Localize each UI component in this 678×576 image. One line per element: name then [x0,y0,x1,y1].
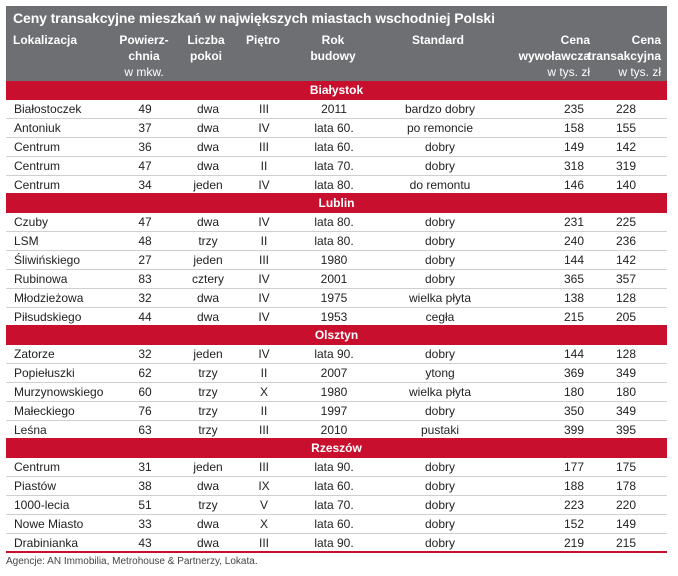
table-row [6,138,667,157]
cell-asking-price: 144 [563,253,584,267]
cell-rooms: dwa [196,159,220,173]
table-row [6,515,667,534]
table-title: Ceny transakcyjne mieszkań w największych miastach wschodniej Polski [13,10,495,26]
cell-asking-price: 365 [563,272,584,286]
column-header-standard: Standard [411,33,465,47]
cell-asking-price: 231 [563,215,584,229]
cell-location: Leśna [14,423,47,437]
cell-location: Piłsudskiego [14,310,82,324]
cell-standard: wielka płyta [408,385,472,399]
column-header-asking-price: Cena wywoławcza w tys. zł [518,33,590,79]
cell-standard: wielka płyta [408,291,472,305]
cell-standard: dobry [424,234,456,248]
table-row [6,213,667,232]
cell-area: 37 [138,121,152,135]
cell-standard: po remoncie [406,121,474,135]
cell-floor: III [258,423,270,437]
cell-asking-price: 369 [563,366,584,380]
cell-transaction-price: 349 [615,366,636,380]
cell-floor: X [259,385,269,399]
cell-area: 38 [138,479,152,493]
cell-location: Centrum [14,460,61,474]
table-row [6,383,667,402]
cell-area: 33 [138,517,152,531]
cell-transaction-price: 319 [615,159,636,173]
cell-rooms: dwa [196,479,220,493]
cell-rooms: dwa [196,536,220,550]
cell-asking-price: 144 [563,347,584,361]
cell-floor: III [258,102,270,116]
cell-standard: dobry [424,159,456,173]
cell-asking-price: 158 [563,121,584,135]
cell-rooms: cztery [191,272,225,286]
cell-area: 49 [138,102,152,116]
table-row [6,421,667,440]
cell-asking-price: 318 [563,159,584,173]
column-header-transaction-price: Cena transakcyjna w tys. zł [587,33,661,79]
table-row [6,176,667,195]
cell-floor: IV [258,291,270,305]
cell-build-year: 2010 [320,423,348,437]
cell-transaction-price: 128 [615,291,636,305]
cell-floor: II [260,159,268,173]
cell-floor: IV [258,272,270,286]
cell-floor: IV [258,310,270,324]
section-header-city: Rzeszów [6,439,667,458]
cell-transaction-price: 215 [615,536,636,550]
cell-standard: dobry [424,404,456,418]
cell-build-year: lata 70. [314,159,354,173]
cell-standard: dobry [424,253,456,267]
cell-transaction-price: 142 [615,140,636,154]
cell-build-year: lata 90. [314,347,354,361]
cell-build-year: 1997 [320,404,348,418]
table-row [6,477,667,496]
cell-rooms: dwa [196,517,220,531]
cell-asking-price: 152 [563,517,584,531]
cell-transaction-price: 180 [615,385,636,399]
cell-build-year: lata 60. [314,517,354,531]
cell-location: LSM [14,234,39,248]
cell-rooms: jeden [193,347,223,361]
column-header-build-year: Rok budowy [310,33,356,63]
cell-floor: IV [258,215,270,229]
cell-build-year: lata 90. [314,536,354,550]
cell-location: Małeckiego [14,404,75,418]
cell-asking-price: 350 [563,404,584,418]
cell-rooms: trzy [198,366,218,380]
cell-area: 32 [138,347,152,361]
cell-transaction-price: 228 [615,102,636,116]
cell-asking-price: 223 [563,498,584,512]
cell-rooms: trzy [198,385,218,399]
cell-rooms: trzy [198,234,218,248]
cell-transaction-price: 140 [615,178,636,192]
cell-area: 32 [138,291,152,305]
cell-standard: do remontu [409,178,471,192]
cell-build-year: lata 70. [314,498,354,512]
cell-transaction-price: 220 [615,498,636,512]
cell-location: Młodzieżowa [14,291,84,305]
cell-area: 60 [138,385,152,399]
cell-area: 63 [138,423,152,437]
cell-area: 62 [138,366,152,380]
cell-location: Murzynowskiego [14,385,104,399]
cell-build-year: 1980 [320,253,348,267]
cell-rooms: dwa [196,215,220,229]
cell-transaction-price: 149 [615,517,636,531]
table-header [6,6,667,82]
cell-area: 48 [138,234,152,248]
section-header-city: Olsztyn [6,326,667,345]
cell-transaction-price: 236 [615,234,636,248]
cell-build-year: 1975 [320,291,348,305]
cell-location: Piastów [14,479,57,493]
cell-location: Popiełuszki [14,366,75,380]
cell-asking-price: 235 [563,102,584,116]
cell-transaction-price: 178 [615,479,636,493]
cell-area: 76 [138,404,152,418]
cell-asking-price: 188 [563,479,584,493]
cell-rooms: dwa [196,310,220,324]
table-row [6,402,667,421]
cell-asking-price: 219 [563,536,584,550]
cell-area: 47 [138,159,152,173]
table-row [6,496,667,515]
cell-asking-price: 180 [563,385,584,399]
cell-area: 47 [138,215,152,229]
table-row [6,345,667,364]
cell-asking-price: 146 [563,178,584,192]
cell-build-year: lata 60. [314,121,354,135]
cell-area: 43 [138,536,152,550]
cell-location: Antoniuk [14,121,61,135]
table-row [6,232,667,251]
cell-build-year: lata 60. [314,479,354,493]
cell-location: Centrum [14,178,61,192]
cell-standard: dobry [424,536,456,550]
cell-rooms: jeden [193,178,223,192]
cell-floor: III [258,460,270,474]
cell-location: Czuby [14,215,49,229]
cell-standard: cegła [425,310,455,324]
cell-transaction-price: 175 [615,460,636,474]
table-row [6,364,667,383]
cell-floor: IV [258,121,270,135]
cell-asking-price: 149 [563,140,584,154]
cell-standard: dobry [424,347,456,361]
cell-floor: II [260,404,268,418]
cell-build-year: lata 80. [314,234,354,248]
cell-standard: dobry [424,498,456,512]
cell-standard: dobry [424,460,456,474]
cell-asking-price: 240 [563,234,584,248]
cell-floor: II [260,234,268,248]
table-row [6,157,667,176]
cell-floor: III [258,253,270,267]
table-row [6,270,667,289]
cell-transaction-price: 155 [615,121,636,135]
cell-build-year: 2011 [321,102,347,116]
cell-floor: V [259,498,269,512]
column-header-rooms: Liczba pokoi [187,33,225,63]
cell-transaction-price: 128 [615,347,636,361]
cell-rooms: trzy [198,423,218,437]
cell-build-year: 2001 [320,272,348,286]
cell-asking-price: 177 [563,460,584,474]
cell-asking-price: 399 [563,423,584,437]
cell-rooms: dwa [196,291,220,305]
cell-location: Białostoczek [14,102,82,116]
column-header-floor: Piętro [245,33,281,47]
cell-location: 1000-lecia [14,498,70,512]
cell-standard: dobry [424,517,456,531]
cell-build-year: lata 80. [314,215,354,229]
table-row [6,308,667,327]
cell-rooms: dwa [196,102,220,116]
cell-area: 44 [138,310,152,324]
cell-build-year: 1953 [320,310,348,324]
cell-location: Zatorze [14,347,55,361]
cell-area: 31 [138,460,152,474]
column-header-area: Powierz- chnia w mkw. [119,33,169,79]
cell-standard: dobry [424,215,456,229]
cell-location: Drabinianka [14,536,79,550]
cell-floor: III [258,140,270,154]
cell-standard: dobry [424,140,456,154]
cell-transaction-price: 142 [615,253,636,267]
cell-rooms: dwa [196,121,220,135]
cell-build-year: lata 90. [314,460,354,474]
section-header-city: Białystok [6,81,667,100]
cell-build-year: lata 60. [314,140,354,154]
cell-standard: bardzo dobry [404,102,476,116]
cell-floor: II [260,366,268,380]
cell-location: Śliwińskiego [14,253,81,267]
cell-transaction-price: 357 [615,272,636,286]
cell-standard: ytong [425,366,455,380]
cell-area: 51 [138,498,152,512]
cell-floor: IX [258,479,270,493]
cell-rooms: dwa [196,140,220,154]
cell-location: Centrum [14,159,61,173]
cell-area: 36 [138,140,152,154]
table-row [6,119,667,138]
cell-transaction-price: 225 [615,215,636,229]
cell-standard: dobry [424,479,456,493]
table-row [6,534,667,553]
cell-asking-price: 215 [563,310,584,324]
cell-rooms: jeden [193,253,223,267]
column-header-location: Lokalizacja [13,33,78,47]
cell-build-year: lata 80. [314,178,354,192]
cell-area: 34 [138,178,152,192]
cell-build-year: 1980 [320,385,348,399]
cell-floor: IV [258,347,270,361]
cell-standard: dobry [424,272,456,286]
cell-floor: X [259,517,269,531]
cell-location: Centrum [14,140,61,154]
cell-area: 83 [138,272,152,286]
table-row [6,458,667,477]
cell-location: Rubinowa [14,272,68,286]
cell-transaction-price: 395 [615,423,636,437]
table-row [6,100,667,119]
cell-rooms: jeden [193,460,223,474]
cell-floor: IV [258,178,270,192]
cell-location: Nowe Miasto [14,517,84,531]
cell-rooms: trzy [198,404,218,418]
table-row [6,251,667,270]
cell-transaction-price: 205 [615,310,636,324]
cell-transaction-price: 349 [615,404,636,418]
source-note: Agencje: AN Immobilia, Metrohouse & Partnerzy, Lokata. [6,556,258,567]
table-row [6,289,667,308]
cell-rooms: trzy [198,498,218,512]
cell-asking-price: 138 [563,291,584,305]
cell-area: 27 [138,253,152,267]
section-header-city: Lublin [6,194,667,213]
cell-build-year: 2007 [320,366,348,380]
cell-floor: III [258,536,270,550]
cell-standard: pustaki [420,423,460,437]
